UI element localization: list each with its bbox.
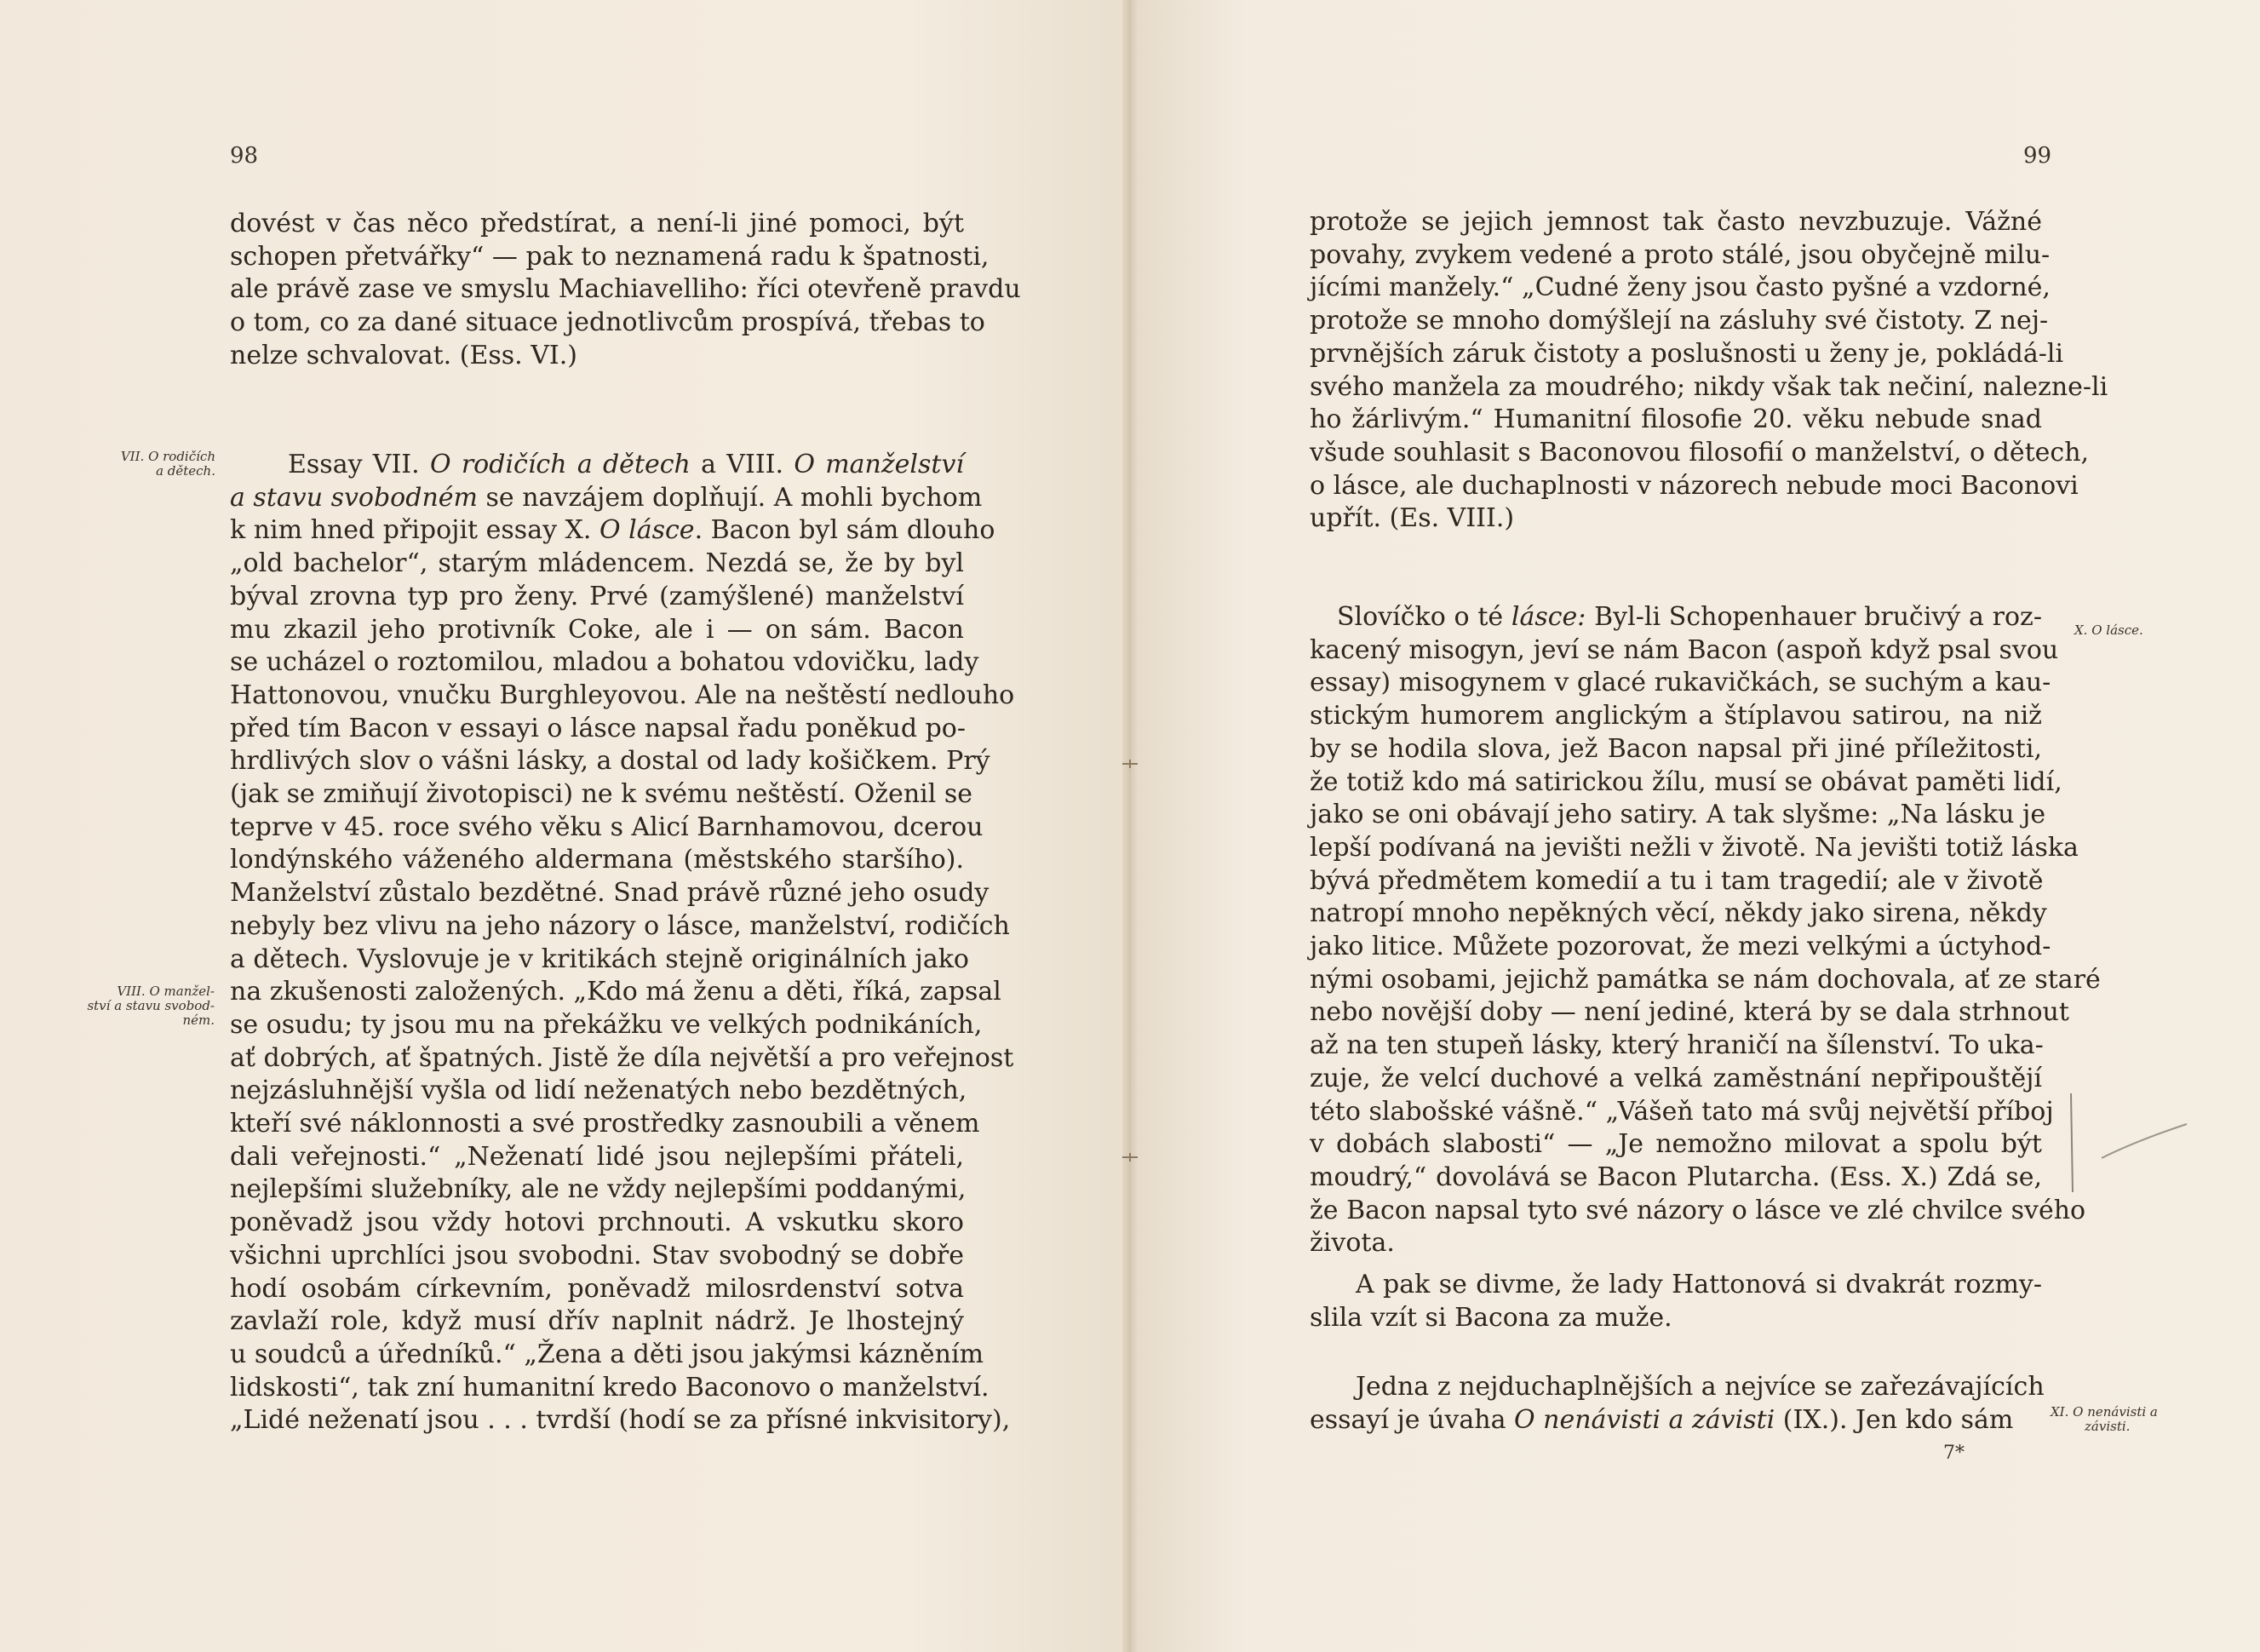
pencil-annotation bbox=[2068, 1090, 2195, 1201]
text-line: ať dobrých, ať špatných. Jistě že díla největší a pro veřejnost bbox=[230, 1042, 1014, 1073]
text-line: a dětech. Vyslovuje je v kritikách stejně originálních jako bbox=[230, 944, 969, 974]
text-line: u soudců a úředníků.“ „Žena a děti jsou jakýmsi kázněním bbox=[230, 1339, 984, 1369]
text-line: o lásce, ale duchaplnosti v názorech nebude moci Baconovi bbox=[1310, 470, 2079, 501]
text-line: hodí osobám církevním, poněvadž milosrdenství sotva bbox=[230, 1273, 964, 1304]
text-line: mu zkazil jeho protivník Coke, ale i — on sám. Bacon bbox=[230, 614, 964, 645]
text-line: slila vzít si Bacona za muže. bbox=[1310, 1302, 1672, 1333]
text-line: a stavu svobodném se navzájem doplňují. A mohli bychom bbox=[230, 482, 983, 513]
text-line: prvnějších záruk čistoty a poslušnosti u ženy je, pokládá-li bbox=[1310, 338, 2064, 369]
text-line: londýnského váženého aldermana (městského staršího). bbox=[230, 845, 964, 875]
margin-note-line: závisti. bbox=[2085, 1419, 2131, 1434]
text-line: Jedna z nejduchaplnějších a nejvíce se zařezávajících bbox=[1356, 1372, 2045, 1402]
text-line: stickým humorem anglickým a štíplavou satirou, na niž bbox=[1310, 701, 2042, 731]
text-line: jako se oni obávají jeho satiry. A tak slyšme: „Na lásku je bbox=[1310, 800, 2046, 830]
text-line: schopen přetvářky“ — pak to neznamená radu k špatnosti, bbox=[230, 241, 989, 272]
text-line: nejlepšími služebníky, ale ne vždy nejlepšími poddanými, bbox=[230, 1174, 967, 1205]
text-line: povahy, zvykem vedené a proto stálé, jsou obyčejně milu- bbox=[1310, 239, 2051, 270]
text-line: nebo novější doby — není jediné, která by se dala strhnout bbox=[1310, 997, 2069, 1028]
text-line: nebyly bez vlivu na jeho názory o lásce, manželství, rodičích bbox=[230, 910, 1010, 941]
signature-mark: 7* bbox=[1943, 1443, 1965, 1464]
text-line: dovést v čas něco předstírat, a není-li jiné pomoci, být bbox=[230, 209, 964, 238]
right-paragraph-4 bbox=[1310, 1371, 2045, 1437]
margin-note-line: ství a stavu svobod- bbox=[87, 998, 215, 1013]
text-line: essay) misogynem v glacé rukavičkách, se suchým a kau- bbox=[1310, 668, 2051, 698]
text-line: nými osobami, jejichž památka se nám dochovala, ať ze staré bbox=[1310, 964, 2101, 995]
text-line: lepší podívaná na jevišti nežli v životě. Na jevišti totiž láska bbox=[1310, 832, 2079, 863]
text-line: jako litice. Můžete pozorovat, že mezi velkými a úctyhod- bbox=[1310, 932, 2051, 962]
text-line: protože se jejich jemnost tak často nevzbuzuje. Vážné bbox=[1310, 207, 2042, 237]
text-line: kteří své náklonnosti a své prostředky zasnoubili a věnem bbox=[230, 1109, 980, 1139]
left-paragraph-1 bbox=[230, 208, 1021, 373]
text-line: ale právě zase ve smyslu Machiavelliho: říci otevřeně pravdu bbox=[230, 274, 1021, 305]
right-paragraph-3 bbox=[1310, 1269, 2042, 1334]
text-line: Essay VII. O rodičích a dětech a VIII. O manželství bbox=[288, 450, 964, 479]
text-line: v dobách slabosti“ — „Je nemožno milovat a spolu být bbox=[1310, 1129, 2042, 1160]
text-line: této slabošské vášně.“ „Vášeň tato má svůj největší příboj bbox=[1310, 1096, 2054, 1127]
text-line: (jak se zmiňují životopisci) ne k svému neštěstí. Oženil se bbox=[230, 779, 973, 810]
text-line: „old bachelor“, starým mládencem. Nezdá se, že by byl bbox=[230, 548, 964, 579]
margin-note-line: a dětech. bbox=[156, 463, 215, 479]
margin-note-x bbox=[2074, 623, 2228, 638]
text-line: protože se mnoho domýšlejí na zásluhy své čistoty. Z nej- bbox=[1310, 306, 2049, 336]
text-line: všichni uprchlíci jsou svobodni. Stav svobodný se dobře bbox=[230, 1240, 964, 1271]
margin-note-line: VIII. O manžel- bbox=[117, 984, 215, 999]
margin-note-line: XI. O nenávisti a bbox=[2051, 1404, 2158, 1420]
text-line: dali veřejnosti.“ „Neženatí lidé jsou nejlepšími přáteli, bbox=[230, 1141, 964, 1172]
left-paragraph-2 bbox=[230, 449, 1015, 1437]
text-line: natropí mnoho nepěkných věcí, někdy jako sirena, někdy bbox=[1310, 898, 2047, 929]
page-number-right: 99 bbox=[2023, 143, 2052, 169]
text-line: hrdlivých slov o vášni lásky, a dostal od lady košičkem. Prý bbox=[230, 746, 990, 777]
text-line: moudrý,“ dovolává se Bacon Plutarcha. (Ess. X.) Zdá se, bbox=[1310, 1162, 2042, 1192]
text-line: až na ten stupeň lásky, který hraničí na šílenství. To uka- bbox=[1310, 1030, 2044, 1061]
text-line: Hattonovou, vnučku Burghleyovou. Ale na neštěstí nedlouho bbox=[230, 680, 1015, 710]
right-paragraph-2 bbox=[1310, 601, 2101, 1260]
margin-note-line: VII. O rodičích bbox=[120, 449, 215, 464]
page-number-left: 98 bbox=[230, 143, 259, 169]
text-line: že Bacon napsal tyto své názory o lásce ve zlé chvilce svého bbox=[1310, 1195, 2086, 1225]
gutter-thread-mark bbox=[1121, 758, 1139, 770]
text-line: lidskosti“, tak zní humanitní kredo Baconovo o manželství. bbox=[230, 1372, 989, 1402]
text-line: kacený misogyn, jeví se nám Bacon (aspoň když psal svou bbox=[1310, 634, 2059, 665]
text-line: nejzásluhnější vyšla od lidí neženatých nebo bezdětných, bbox=[230, 1076, 967, 1106]
text-line: o tom, co za dané situace jednotlivcům prospívá, třebas to bbox=[230, 307, 985, 338]
text-line: ho žárlivým.“ Humanitní filosofie 20. věku nebude snad bbox=[1310, 404, 2042, 435]
text-line: by se hodila slova, jež Bacon napsal při jiné příležitosti, bbox=[1310, 733, 2042, 764]
text-line: se ucházel o roztomilou, mladou a bohatou vdovičku, lady bbox=[230, 647, 979, 678]
text-line: se osudu; ty jsou mu na překážku ve velkých podnikáních, bbox=[230, 1009, 983, 1040]
text-line: před tím Bacon v essayi o lásce napsal řadu poněkud po- bbox=[230, 713, 966, 743]
text-line: Slovíčko o té lásce: Byl-li Schopenhauer bručivý a roz- bbox=[1337, 602, 2042, 632]
text-line: „Lidé neženatí jsou . . . tvrdší (hodí se za přísné inkvisitory), bbox=[230, 1405, 1011, 1436]
gutter-thread-mark bbox=[1121, 1151, 1139, 1163]
text-line: Manželství zůstalo bezdětné. Snad právě různé jeho osudy bbox=[230, 878, 989, 909]
text-line: A pak se divme, že lady Hattonová si dvakrát rozmy- bbox=[1356, 1270, 2042, 1299]
text-line: na zkušenosti založených. „Kdo má ženu a děti, říká, zapsal bbox=[230, 977, 1001, 1007]
text-line: essayí je úvaha O nenávisti a závisti (IX.). Jen kdo sám bbox=[1310, 1404, 2014, 1435]
margin-note-line: X. O lásce. bbox=[2074, 622, 2143, 638]
text-line: svého manžela za moudrého; nikdy však tak nečiní, nalezne-li bbox=[1310, 371, 2108, 402]
text-line: býval zrovna typ pro ženy. Prvé (zamýšlené) manželství bbox=[230, 581, 964, 611]
text-line: jícími manžely.“ „Cudné ženy jsou často pyšné a vzdorné, bbox=[1310, 272, 2051, 303]
book-gutter bbox=[1122, 0, 1138, 1652]
text-line: nelze schvalovat. (Ess. VI.) bbox=[230, 340, 577, 370]
text-line: zuje, že velcí duchové a velká zaměstnání nepřipouštějí bbox=[1310, 1063, 2042, 1093]
text-line: upřít. (Es. VIII.) bbox=[1310, 503, 1515, 534]
text-line: teprve v 45. roce svého věku s Alicí Barnhamovou, dcerou bbox=[230, 812, 984, 842]
text-line: života. bbox=[1310, 1228, 1395, 1259]
margin-note-viii bbox=[73, 984, 215, 1028]
right-paragraph-1 bbox=[1310, 206, 2108, 536]
text-line: že totiž kdo má satirickou žílu, musí se obávat paměti lidí, bbox=[1310, 766, 2062, 797]
text-line: bývá předmětem komedií a tu i tam tragedií; ale v životě bbox=[1310, 865, 2044, 896]
margin-note-xi bbox=[2051, 1405, 2221, 1434]
text-line: zavlaží role, když musí dřív naplnit nádrž. Je lhostejný bbox=[230, 1306, 964, 1337]
text-line: poněvadž jsou vždy hotovi prchnouti. A vskutku skoro bbox=[230, 1207, 964, 1238]
margin-note-vii bbox=[83, 450, 215, 479]
text-line: k nim hned připojit essay X. O lásce. Bacon byl sám dlouho bbox=[230, 515, 995, 546]
text-line: všude souhlasit s Baconovou filosofií o manželství, o dětech, bbox=[1310, 437, 2090, 467]
margin-note-line: ném. bbox=[182, 1012, 215, 1028]
